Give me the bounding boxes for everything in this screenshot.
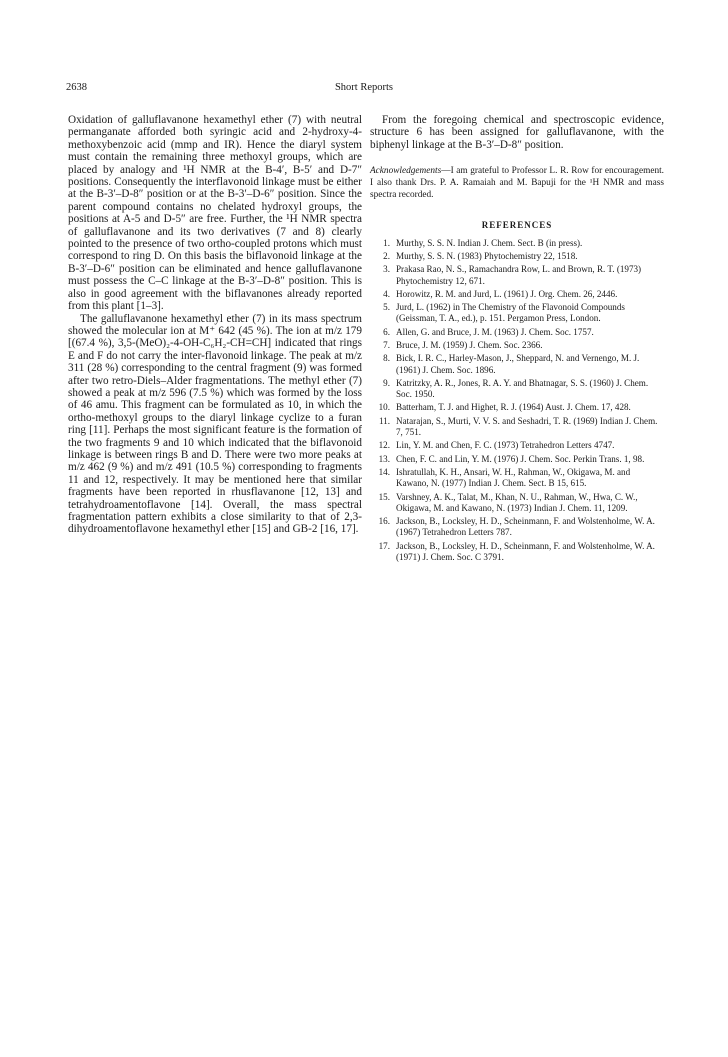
reference-text: Natarajan, S., Murti, V. V. S. and Seshadri, T. R. (1969) Indian J. Chem. 7, 751.	[396, 415, 658, 438]
reference-text: Varshney, A. K., Talat, M., Khan, N. U., Rahman, W., Hwa, C. W., Okigawa, M. and Kawano, N. (1973) Indian J. Chem. 11, 1209.	[396, 491, 638, 513]
reference-item	[370, 440, 664, 451]
reference-text: Prakasa Rao, N. S., Ramachandra Row, L. and Brown, R. T. (1973) Phytochemistry 12, 671.	[396, 264, 642, 286]
reference-number: 17.	[378, 540, 390, 551]
reference-number: 12.	[378, 440, 390, 451]
reference-item	[370, 264, 664, 287]
reference-number: 14.	[378, 466, 390, 477]
reference-item	[370, 467, 664, 490]
left-column	[68, 114, 362, 536]
reference-text: Horowitz, R. M. and Jurd, L. (1961) J. Org. Chem. 26, 2446.	[396, 288, 618, 299]
right-column	[370, 114, 664, 565]
reference-text: Lin, Y. M. and Chen, F. C. (1973) Tetrahedron Letters 4747.	[396, 440, 615, 451]
reference-item	[370, 353, 664, 376]
reference-item	[370, 541, 664, 564]
body-paragraph: From the foregoing chemical and spectroscopic evidence, structure 6 has been assigned for galluflavanone, with the biphenyl linkage at the B-3′–D-8″ position.	[370, 114, 664, 151]
reference-number: 9.	[383, 377, 390, 388]
body-paragraph: Oxidation of galluflavanone hexamethyl ether (7) with neutral permanganate afforded both syringic acid and 2-hydroxy-4-methoxybenzoic acid (mmp and IR). Hence the diaryl system must contain the remaining three methoxyl groups, which are placed by analogy and ¹H NMR at the B-4′, B-5′ and D-7″ positions. Consequently the interflavonoid linkage must be either at the B-3′–D-8″ position or at the B-3′–D-6″ position. Since the parent compound contains no chelated hydroxyl groups, the positions at A-5 and D-5″ are free. Further, the ¹H NMR spectra of galluflavanone and its two derivatives (7 and 8) clearly pointed to the presence of two ortho-coupled protons which must correspond to ring D. On this basis the biflavonoid linkage at the B-3′–D-6″ position can be eliminated and hence galluflavanone must possess the C–C linkage at the B-3′–D-8″ position. This is also in good agreement with the biflavanones already reported from this plant [1–3].	[68, 114, 362, 313]
reference-text: Bruce, J. M. (1959) J. Chem. Soc. 2366.	[396, 340, 543, 350]
reference-number: 10.	[378, 402, 390, 413]
reference-item	[370, 454, 664, 465]
reference-item	[370, 402, 664, 413]
references-list	[370, 238, 664, 564]
reference-item	[370, 327, 664, 338]
body-paragraph: The galluflavanone hexamethyl ether (7) in its mass spectrum showed the molecular ion at M⁺ 642 (45 %). The ion at m/z 179 [(67.4 %), 3,5-(MeO)₂-4-OH-C₆H₂-CH=CH] indicated that rings E and F do not carry the inter-flavonoid linkage. The peak at m/z 311 (28 %) corresponding to the central fragment (9) was formed after two retro-Diels–Alder fragmentations. The methyl ether (7) showed a peak at m/z 596 (7.5 %) which was formed by the loss of 46 amu. This fragment can be formulated as 10, in which the ortho-methoxyl groups to the diaryl linkage cyclize to a furan ring [11]. Perhaps the most significant feature is the formation of the two fragments 9 and 10 which indicated that the biflavonoid linkage is between rings B and D. There were two more peaks at m/z 462 (9 %) and m/z 491 (10.5 %) corresponding to fragments 11 and 12, respectively. It may be mentioned here that similar fragments have been reported in rhusflavanone [12, 13] and tetrahydroamentoflavone [14]. Overall, the mass spectral fragmentation pattern exhibits a close similarity to that of 2,3-dihydroamentoflavone hexamethyl ether [15] and GB-2 [16, 17].	[68, 312, 362, 536]
reference-number: 16.	[378, 516, 390, 527]
reference-text: Chen, F. C. and Lin, Y. M. (1976) J. Chem. Soc. Perkin Trans. 1, 98.	[396, 453, 645, 464]
reference-item	[370, 340, 664, 351]
reference-text: Bick, I. R. C., Harley-Mason, J., Sheppard, N. and Vernengo, M. J. (1961) J. Chem. Soc. 1896.	[396, 353, 640, 375]
reference-number: 3.	[383, 264, 390, 275]
reference-text: Jurd, L. (1962) in The Chemistry of the Flavonoid Compounds (Geissman, T. A., ed.), p. 151. Pergamon Press, London.	[396, 302, 625, 324]
reference-text: Murthy, S. S. N. (1983) Phytochemistry 22, 1518.	[396, 250, 578, 261]
reference-item	[370, 238, 664, 249]
reference-number: 15.	[378, 491, 390, 502]
reference-text: Batterham, T. J. and Highet, R. J. (1964) Aust. J. Chem. 17, 428.	[396, 402, 631, 413]
acknowledgements	[370, 165, 664, 201]
reference-number: 8.	[383, 353, 390, 364]
reference-number: 4.	[383, 288, 390, 299]
acknowledgements-label: Acknowledgements	[370, 166, 442, 177]
reference-item	[370, 378, 664, 401]
reference-item	[370, 251, 664, 262]
references-heading: REFERENCES	[481, 220, 553, 231]
reference-text: Murthy, S. S. N. Indian J. Chem. Sect. B (in press).	[396, 237, 583, 248]
reference-text: Katritzky, A. R., Jones, R. A. Y. and Bhatnagar, S. S. (1960) J. Chem. Soc. 1950.	[396, 377, 649, 400]
reference-item	[370, 302, 664, 325]
reference-number: 11.	[378, 415, 390, 426]
reference-number: 1.	[383, 237, 390, 248]
reference-number: 2.	[383, 250, 390, 261]
page-number: 2638	[66, 82, 87, 93]
reference-number: 13.	[378, 453, 390, 464]
reference-item	[370, 289, 664, 300]
reference-item	[370, 516, 664, 539]
reference-text: Ishratullah, K. H., Ansari, W. H., Rahman, W., Okigawa, M. and Kawano, N. (1977) Indian J. Chem. Sect. B 15, 615.	[396, 466, 631, 489]
reference-text: Jackson, B., Locksley, H. D., Scheinmann, F. and Wolstenholme, W. A. (1967) Tetrahedron Letters 787.	[396, 516, 655, 538]
reference-number: 7.	[383, 340, 390, 350]
reference-number: 6.	[383, 326, 390, 337]
running-header: Short Reports	[334, 82, 394, 93]
reference-item	[370, 492, 664, 515]
reference-text: Jackson, B., Locksley, H. D., Scheinmann, F. and Wolstenholme, W. A. (1971) J. Chem. Soc. C 3791.	[396, 540, 655, 563]
reference-number: 5.	[383, 302, 390, 313]
reference-text: Allen, G. and Bruce, J. M. (1963) J. Chem. Soc. 1757.	[396, 326, 594, 337]
acknowledgements-text: —I am grateful to Professor L. R. Row for encouragement. I also thank Drs. P. A. Ramaiah and M. Bapuji for the ¹H NMR and mass spectra recorded.	[370, 166, 664, 201]
reference-item	[370, 416, 664, 439]
